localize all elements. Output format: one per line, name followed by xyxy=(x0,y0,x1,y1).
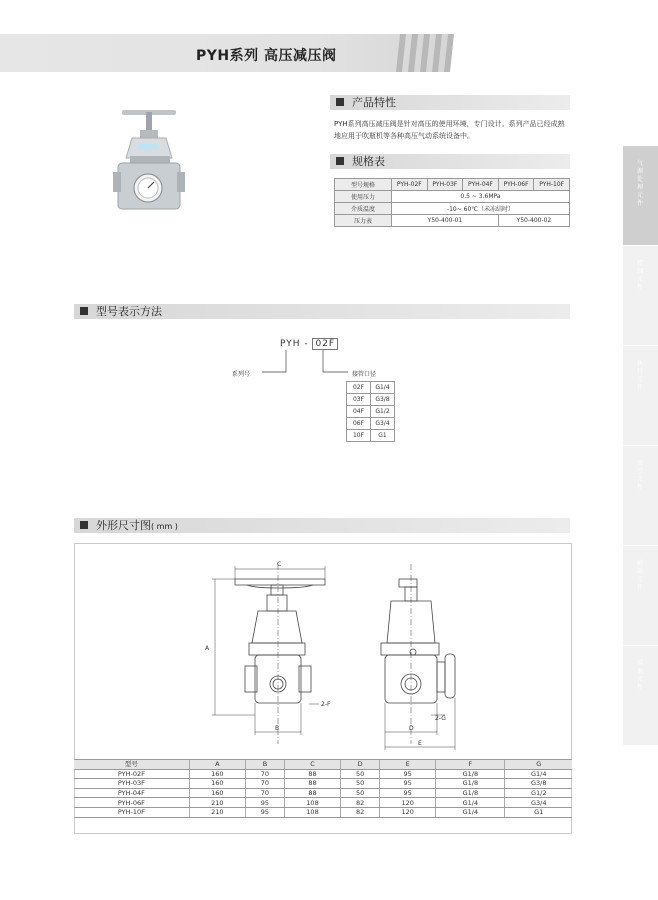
spec-header-cell: PYH-06F xyxy=(498,179,534,191)
dim-label-g: 2-G xyxy=(435,715,446,722)
series-label: 系列号 xyxy=(232,371,251,378)
table-row xyxy=(74,807,572,817)
dim-cell: 108 xyxy=(284,807,340,817)
dim-cell: 160 xyxy=(189,769,245,779)
side-tab-accessory[interactable] xyxy=(623,546,658,646)
dim-cell: 95 xyxy=(246,807,285,817)
spec-header-cell: PYH-04F xyxy=(463,179,499,191)
dimension-drawing xyxy=(75,544,571,758)
dim-cell: 82 xyxy=(341,798,380,808)
dim-cell: G1/8 xyxy=(436,779,505,789)
model-code-header xyxy=(74,304,570,319)
spec-row xyxy=(335,191,570,203)
dim-cell: G1/4 xyxy=(436,798,505,808)
port-size: G1 xyxy=(371,430,395,442)
page-title: PYH系列 高压减压阀 xyxy=(196,48,337,64)
spec-row xyxy=(335,215,570,227)
dim-cell: 95 xyxy=(380,779,436,789)
dim-cell: PYH-06F xyxy=(74,798,189,808)
side-tab-label: 辅助元件 xyxy=(637,560,644,591)
dim-label-c: C xyxy=(277,561,282,568)
dim-cell: 82 xyxy=(341,807,380,817)
dim-cell: 210 xyxy=(189,807,245,817)
features-title: 产品特性 xyxy=(352,96,396,109)
port-row xyxy=(347,394,395,406)
side-tab-other[interactable] xyxy=(623,646,658,746)
bullet-square-icon xyxy=(80,521,88,529)
dim-cell: 210 xyxy=(189,798,245,808)
dim-cell: G3/4 xyxy=(505,798,572,808)
dim-label-b: B xyxy=(275,725,280,732)
port-code: 06F xyxy=(347,418,371,430)
dim-cell: 70 xyxy=(246,769,285,779)
spec-header xyxy=(330,154,570,169)
model-code-title: 型号表示方法 xyxy=(96,305,162,318)
port-size: G1/4 xyxy=(371,382,395,394)
model-code-port: 02F xyxy=(312,338,338,350)
dim-cell: G1/2 xyxy=(505,788,572,798)
spec-row-value: Y50-400-02 xyxy=(498,215,569,227)
dim-cell: PYH-10F xyxy=(74,807,189,817)
side-tab-label: 执行元件 xyxy=(637,360,644,391)
port-code: 02F xyxy=(347,382,371,394)
dim-cell: 70 xyxy=(246,788,285,798)
dim-label-a: A xyxy=(205,645,210,652)
spec-row-label: 介质温度 xyxy=(335,203,392,215)
dim-header-cell: D xyxy=(341,760,380,770)
dimensions-unit: ( mm ) xyxy=(151,522,178,531)
spec-row-label: 使用压力 xyxy=(335,191,392,203)
dim-header-cell: C xyxy=(284,760,340,770)
bullet-square-icon xyxy=(336,157,344,165)
dim-cell: 160 xyxy=(189,779,245,789)
dim-cell: G1/4 xyxy=(505,769,572,779)
port-table xyxy=(346,381,395,442)
dim-header-cell: B xyxy=(246,760,285,770)
dim-header-cell: 型号 xyxy=(74,760,189,770)
dim-cell: PYH-02F xyxy=(74,769,189,779)
spec-header-row xyxy=(335,179,570,191)
table-row xyxy=(74,779,572,789)
spec-row-value: Y50-400-01 xyxy=(392,215,499,227)
dim-cell: 95 xyxy=(246,798,285,808)
dimensions-header xyxy=(74,518,570,533)
dim-cell: G1/8 xyxy=(436,769,505,779)
dim-cell: G3/8 xyxy=(505,779,572,789)
dimensions-title xyxy=(96,518,178,534)
port-size: G1/2 xyxy=(371,406,395,418)
spec-row xyxy=(335,203,570,215)
spec-header-cell: PYH-02F xyxy=(392,179,428,191)
dim-table-header xyxy=(74,760,572,770)
banner-stripes xyxy=(394,34,456,72)
dim-cell: 88 xyxy=(284,779,340,789)
spec-row-value: -10~ 60℃（未冻结时） xyxy=(392,203,570,215)
dim-cell: G1/4 xyxy=(436,807,505,817)
dim-cell: 120 xyxy=(380,798,436,808)
dim-cell: 108 xyxy=(284,798,340,808)
port-size: G3/4 xyxy=(371,418,395,430)
spec-table xyxy=(334,178,570,227)
side-tab-actuator[interactable] xyxy=(623,346,658,446)
spec-header-cell: PYH-03F xyxy=(427,179,463,191)
spec-title: 规格表 xyxy=(352,155,385,168)
port-code: 10F xyxy=(347,430,371,442)
dim-cell: 88 xyxy=(284,769,340,779)
port-row xyxy=(347,382,395,394)
dimensions-title-text: 外形尺寸图 xyxy=(96,519,151,532)
dimension-table xyxy=(74,759,572,818)
spec-row-value: 0.5 ~ 3.6MPa xyxy=(392,191,570,203)
dim-cell: G1 xyxy=(505,807,572,817)
table-row xyxy=(74,769,572,779)
dim-cell: PYH-04F xyxy=(74,788,189,798)
side-tab-vacuum[interactable] xyxy=(623,446,658,546)
dim-cell: 50 xyxy=(341,788,380,798)
dim-cell: 95 xyxy=(380,788,436,798)
port-row xyxy=(347,430,395,442)
dim-header-cell: A xyxy=(189,760,245,770)
dim-header-cell: G xyxy=(505,760,572,770)
dim-cell: PYH-03F xyxy=(74,779,189,789)
port-row xyxy=(347,406,395,418)
dim-cell: G1/8 xyxy=(436,788,505,798)
dim-cell: 50 xyxy=(341,769,380,779)
features-description: PYH系列高压减压阀是针对高压的使用环境，专门设计。系列产品已经成熟地应用于吹瓶机等各种高压气动系统设备中。 xyxy=(334,120,565,140)
model-code-prefix: PYH - xyxy=(280,339,313,349)
dim-cell: 88 xyxy=(284,788,340,798)
dim-cell: 95 xyxy=(380,769,436,779)
side-tab-air-treatment[interactable] xyxy=(623,146,658,246)
features-header xyxy=(330,95,570,110)
table-row xyxy=(74,788,572,798)
dim-cell: 120 xyxy=(380,807,436,817)
dim-label-d: D xyxy=(409,725,414,732)
dim-header-cell: E xyxy=(380,760,436,770)
port-size: G3/8 xyxy=(371,394,395,406)
table-row xyxy=(74,798,572,808)
bullet-square-icon xyxy=(80,307,88,315)
dim-cell: 70 xyxy=(246,779,285,789)
spec-header-cell: PYH-10F xyxy=(534,179,570,191)
dim-label-e: E xyxy=(418,740,422,747)
side-tab-label: 控制元件 xyxy=(637,260,644,291)
side-tab-control[interactable] xyxy=(623,246,658,346)
dim-header-cell: F xyxy=(436,760,505,770)
product-photo xyxy=(110,100,220,220)
bullet-square-icon xyxy=(336,98,344,106)
spec-header-cell: 型号规格 xyxy=(335,179,392,191)
side-tab-label: 气源处理元件 xyxy=(637,160,644,207)
side-tab-label: 其他元件 xyxy=(637,660,644,691)
dim-cell: 160 xyxy=(189,788,245,798)
side-tab-label: 真空元件 xyxy=(637,460,644,491)
port-label: 接管口径 xyxy=(352,371,377,378)
dim-cell: 50 xyxy=(341,779,380,789)
dim-label-f: 2-F xyxy=(321,701,331,708)
port-code: 03F xyxy=(347,394,371,406)
port-row xyxy=(347,418,395,430)
spec-row-label: 压力表 xyxy=(335,215,392,227)
port-code: 04F xyxy=(347,406,371,418)
